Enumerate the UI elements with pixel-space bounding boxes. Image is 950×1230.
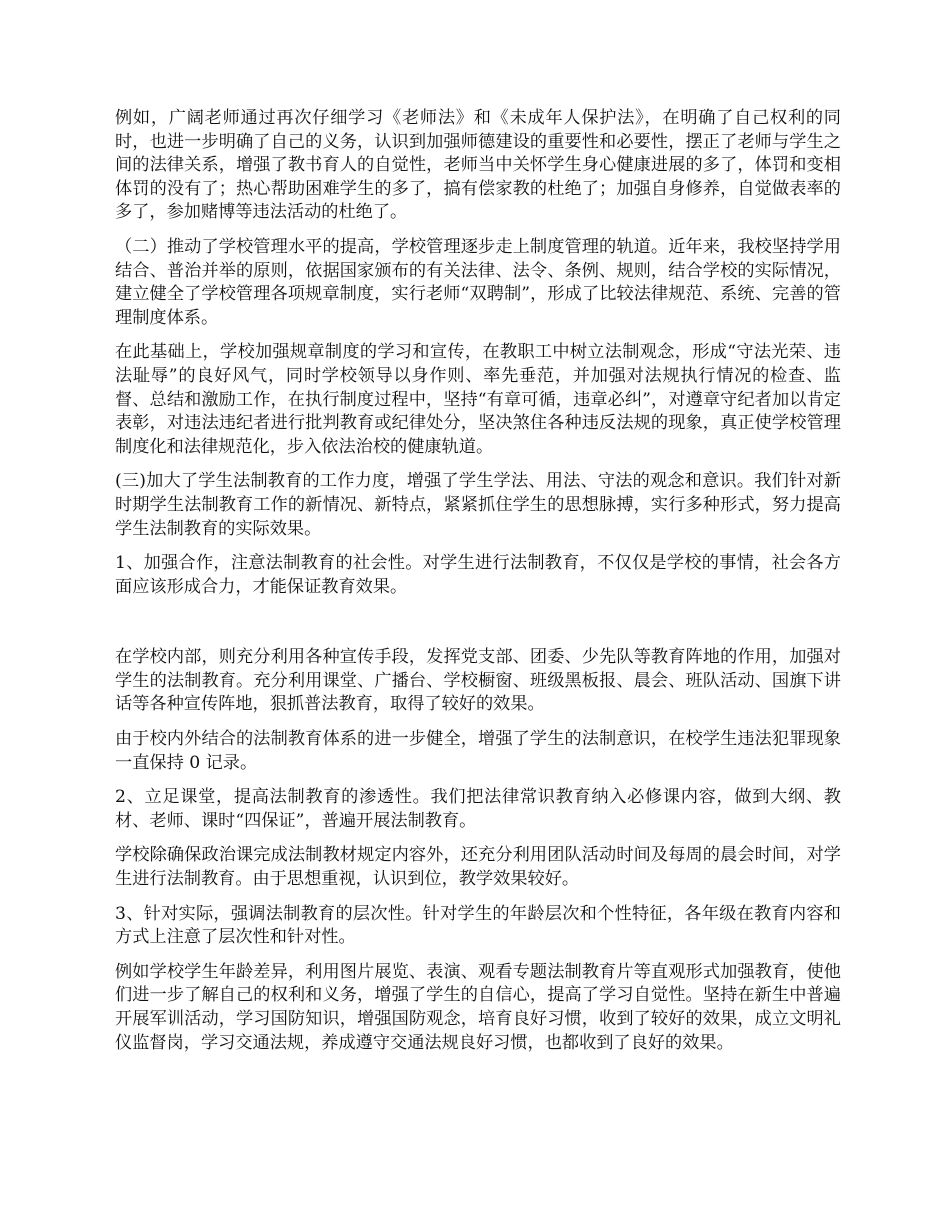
paragraph-student-legal-education: (三)加大了学生法制教育的工作力度，增强了学生学法、用法、守法的观念和意识。我们针对新时期学生法制教育工作的新情况、新特点，紧紧抓住学生的思想脉搏，实行多种形式，努力提高学生法制教育的实际效果。 (115, 471, 841, 539)
paragraph-point-2-classroom: 2、立足课堂，提高法制教育的渗透性。我们把法律常识教育纳入必修课内容，做到大纲、教材、老师、课时“四保证”，普遍开展法制教育。 (115, 787, 841, 831)
paragraph-spacer (115, 610, 841, 646)
paragraph-zero-record: 由于校内外结合的法制教育体系的进一步健全，增强了学生的法制意识，在校学生违法犯罪现象一直保持 0 记录。 (115, 729, 841, 773)
paragraph-in-school: 在学校内部，则充分利用各种宣传手段，发挥党支部、团委、少先队等教育阵地的作用，加强对学生的法制教育。充分利用课堂、广播台、学校橱窗、班级黑板报、晨会、班队活动、国旗下讲话等各种宣传阵地，狠抓普法教育，取得了较好的效果。 (115, 647, 841, 715)
paragraph-age-differences: 例如学校学生年龄差异，利用图片展览、表演、观看专题法制教育片等直观形式加强教育，使他们进一步了解自己的权利和义务，增强了学生的自信心，提高了学习自觉性。坚持在新生中普遍开展军训活动，学习国防知识，增强国防观念，培育良好习惯，收到了较好的效果，成立文明礼仪监督岗，学习交通法规，养成遵守交通法规良好习惯，也都收到了良好的效果。 (115, 961, 841, 1053)
document-body (115, 107, 841, 1066)
paragraph-teacher-law-study: 例如，广阔老师通过再次仔细学习《老师法》和《未成年人保护法》，在明确了自己权利的同时，也进一步明确了自己的义务，认识到加强师德建设的重要性和必要性，摆正了老师与学生之间的法律关系，增强了教书育人的自觉性，老师当中关怀学生身心健康进展的多了，体罚和变相体罚的没有了；热心帮助困难学生的多了，搞有偿家教的杜绝了；加强自身修养，自觉做表率的多了，参加赌博等违法活动的杜绝了。 (115, 108, 841, 223)
paragraph-point-1-cooperation: 1、加强合作，注意法制教育的社会性。对学生进行法制教育，不仅仅是学校的事情，社会各方面应该形成合力，才能保证教育效果。 (115, 553, 841, 597)
paragraph-school-management: （二）推动了学校管理水平的提高，学校管理逐步走上制度管理的轨道。近年来，我校坚持学用结合、普治并举的原则，依据国家颁布的有关法律、法令、条例、规则，结合学校的实际情况，建立健全了学校管理各项规章制度，实行老师“双聘制”，形成了比较法律规范、系统、完善的管理制度体系。 (115, 236, 841, 328)
paragraph-politics-class: 学校除确保政治课完成法制教材规定内容外，还充分利用团队活动时间及每周的晨会时间，对学生进行法制教育。由于思想重视，认识到位，教学效果较好。 (115, 845, 841, 890)
paragraph-point-3-levels: 3、针对实际，强调法制教育的层次性。针对学生的年龄层次和个性特征，各年级在教育内容和方式上注意了层次性和针对性。 (115, 903, 841, 948)
paragraph-regulation-study: 在此基础上，学校加强规章制度的学习和宣传，在教职工中树立法制观念，形成“守法光荣、违法耻辱”的良好风气，同时学校领导以身作则、率先垂范，并加强对法规执行情况的检查、监督、总结和激励工作，在执行制度过程中，坚持“有章可循，违章必纠”，对遵章守纪者加以肯定表彰，对违法违纪者进行批判教育或纪律处分，坚决煞住各种违反法规的现象，真正使学校管理制度化和法律规范化，步入依法治校的健康轨道。 (115, 342, 841, 457)
